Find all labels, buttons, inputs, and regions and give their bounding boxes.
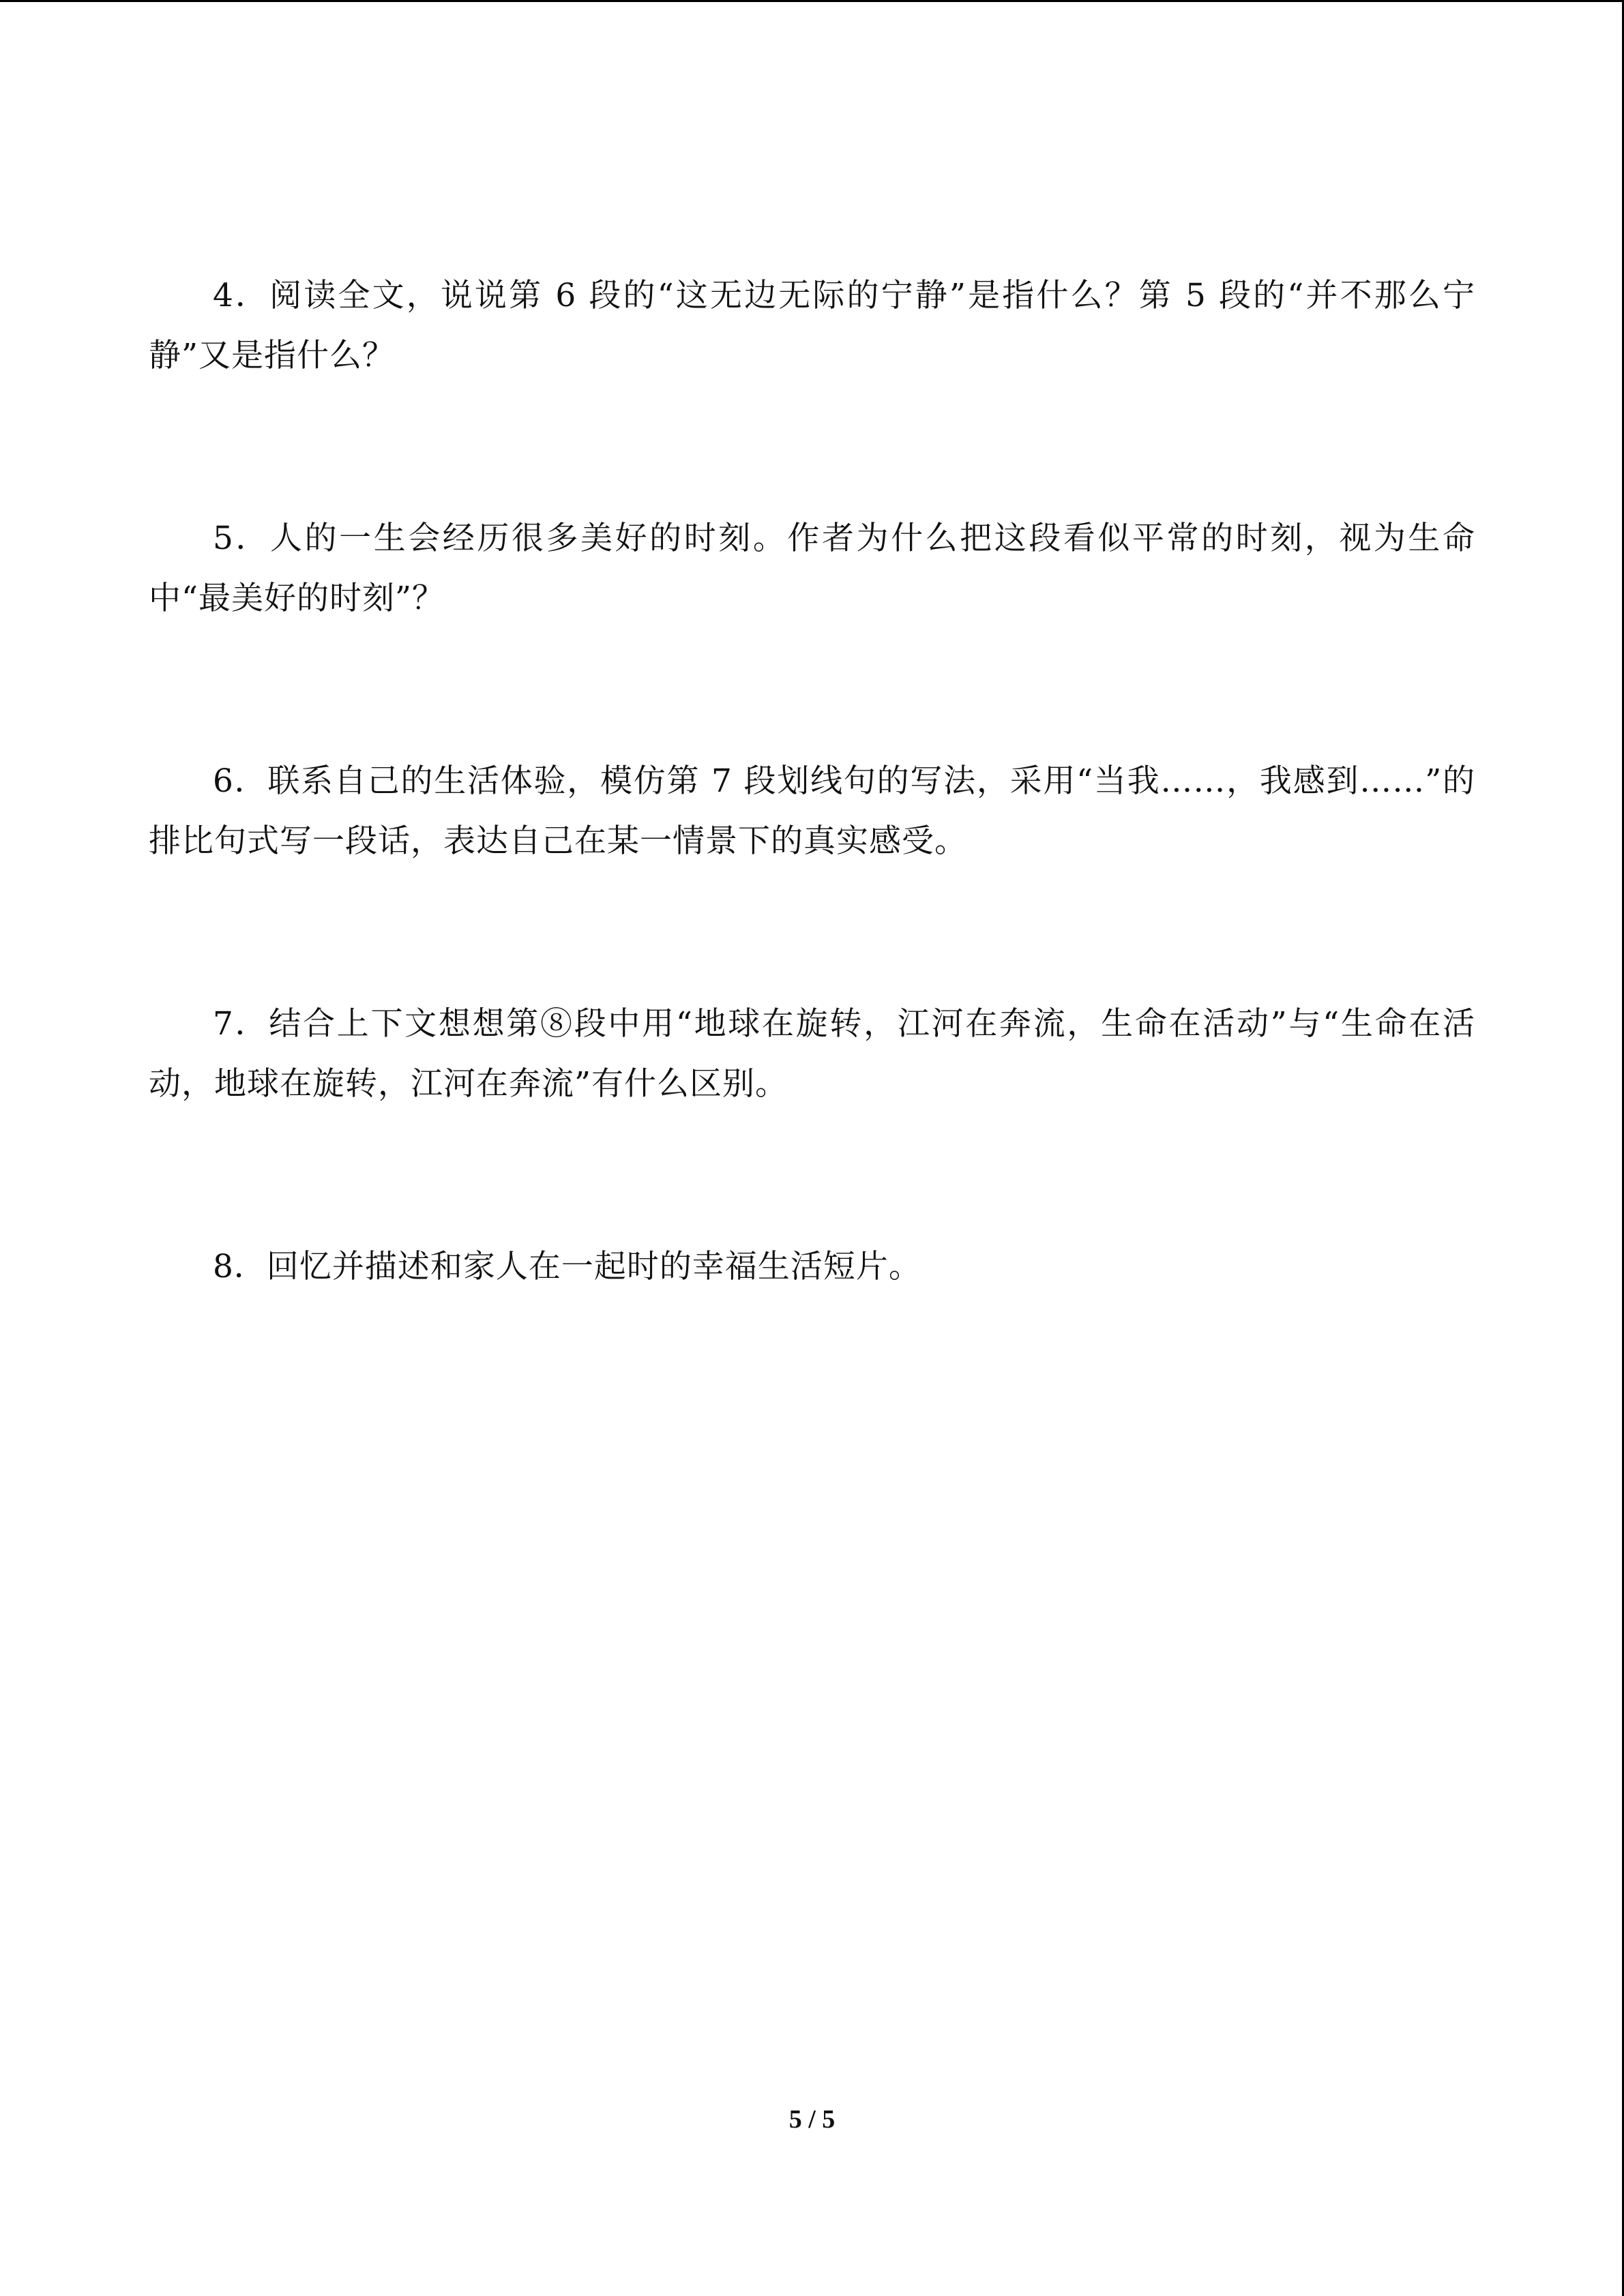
- question-7: 7．结合上下文想想第⑧段中用“地球在旋转，江河在奔流，生命在活动”与“生命在活动，地球在旋转，江河在奔流”有什么区别。: [149, 1005, 1475, 1103]
- question-list: [149, 266, 1475, 1297]
- question-8: 8．回忆并描述和家人在一起时的幸福生活短片。: [213, 1248, 921, 1285]
- page-border-top: [0, 0, 1624, 2]
- question-4: 4．阅读全文，说说第 6 段的“这无边无际的宁静”是指什么？第 5 段的“并不那么宁静”又是指什么？: [149, 277, 1475, 374]
- page-number: 5 / 5: [788, 2105, 836, 2134]
- question-6: 6．联系自己的生活体验，模仿第 7 段划线句的写法，采用“当我……，我感到……”的排比句式写一段话，表达自己在某一情景下的真实感受。: [149, 762, 1475, 860]
- question-5: 5．人的一生会经历很多美好的时刻。作者为什么把这段看似平常的时刻，视为生命中“最美好的时刻”？: [149, 520, 1475, 617]
